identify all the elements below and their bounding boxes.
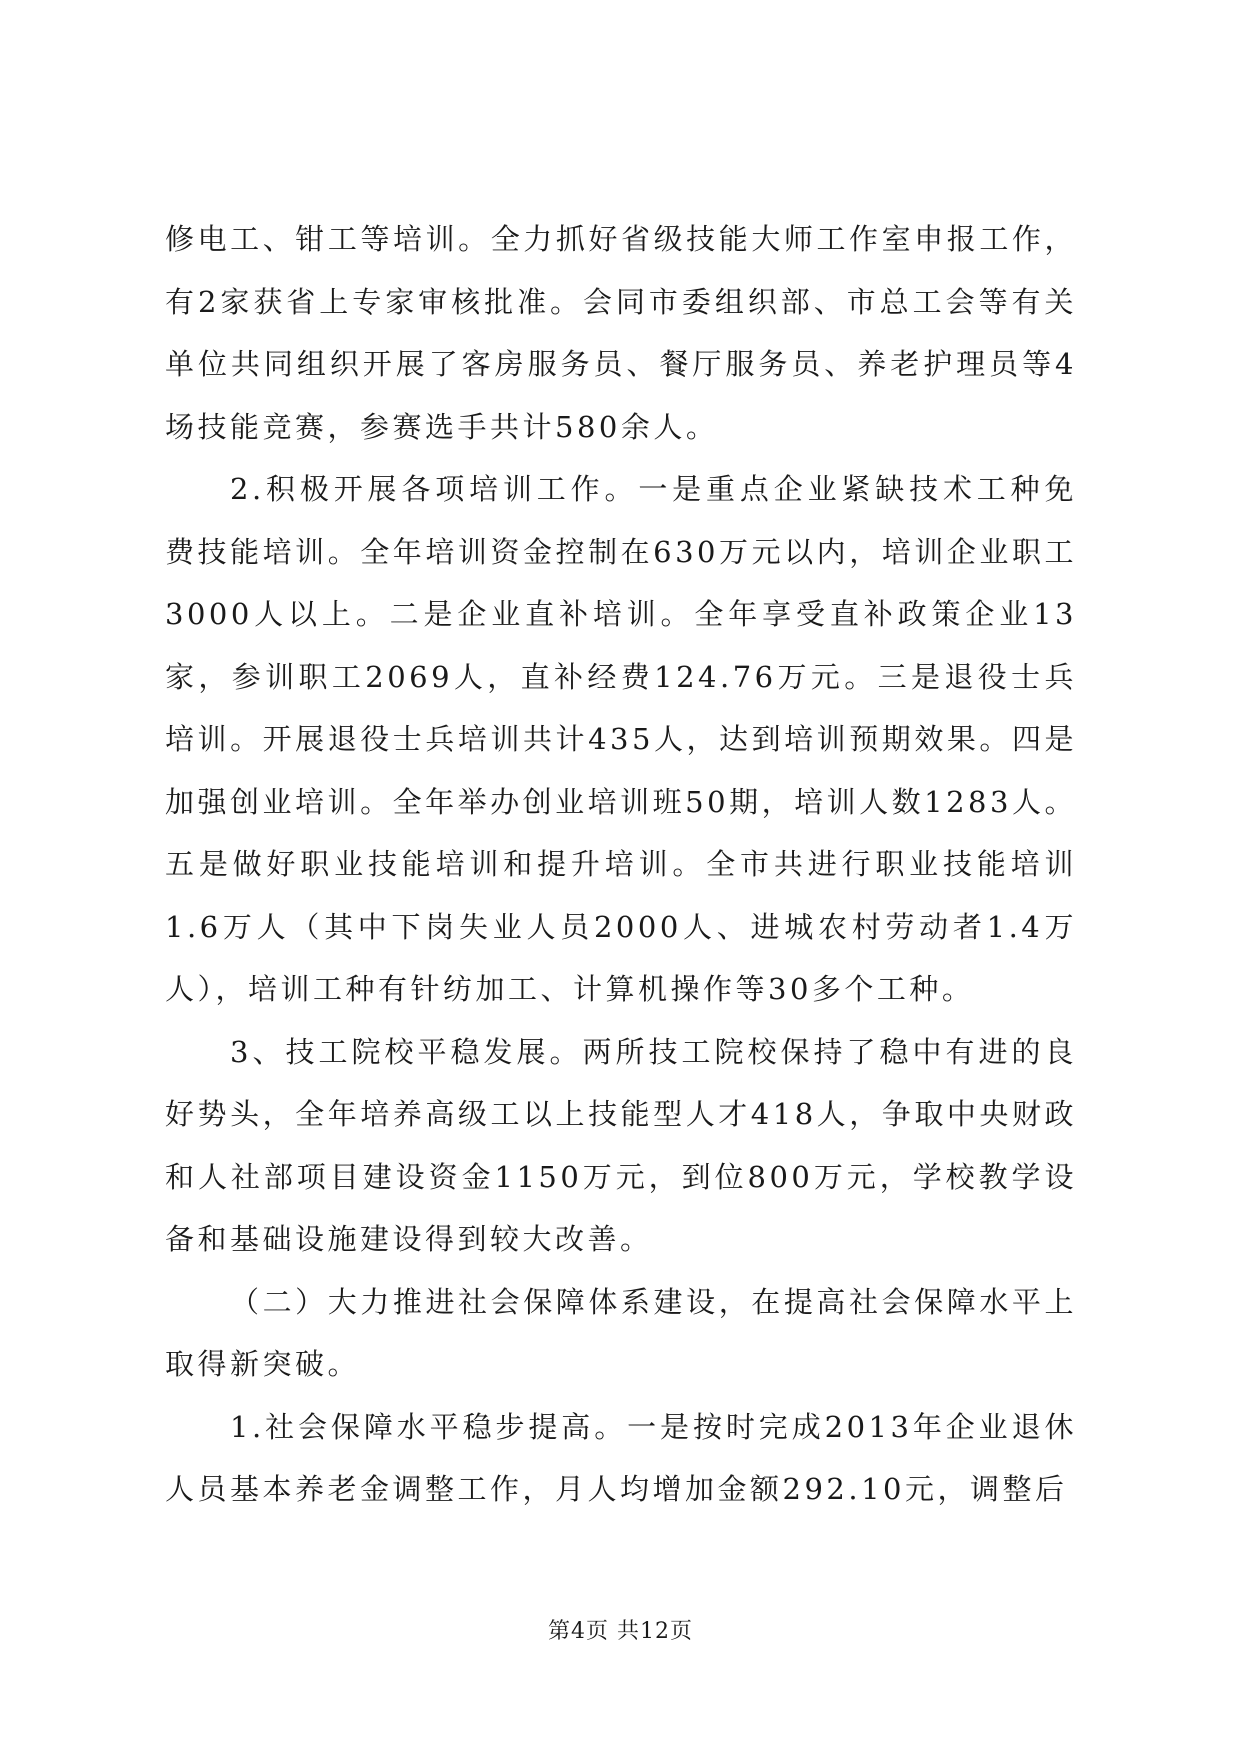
page-number-footer: 第4页 共12页 [548, 1619, 693, 1644]
paragraph-training-work: 2.积极开展各项培训工作。一是重点企业紧缺技术工种免费技能培训。全年培训资金控制在630万元以内，培训企业职工3000人以上。二是企业直补培训。全年享受直补政策企业13家，参训职工2069人，直补经费124.76万元。三是退役士兵培训。开展退役士兵培训共计435人，达到培训预期效果。四是加强创业培训。全年举办创业培训班50期，培训人数1283人。五是做好职业技能培训和提升培训。全市共进行职业技能培训1.6万人（其中下岗失业人员2000人、进城农村劳动者1.4万人），培训工种有针纺加工、计算机操作等30多个工种。 [165, 472, 1077, 1006]
paragraph-security-level: 1.社会保障水平稳步提高。一是按时完成2013年企业退休人员基本养老金调整工作，月人均增加金额292.10元，调整后 [165, 1409, 1077, 1506]
paragraph-technical-schools: 3、技工院校平稳发展。两所技工院校保持了稳中有进的良好势头，全年培养高级工以上技能型人才418人，争取中央财政和人社部项目建设资金1150万元，到位800万元，学校教学设备和基础设施建设得到较大改善。 [165, 1034, 1077, 1256]
section-heading-social-security: （二）大力推进社会保障体系建设，在提高社会保障水平上取得新突破。 [165, 1284, 1077, 1381]
paragraph-continuation: 修电工、钳工等培训。全力抓好省级技能大师工作室申报工作，有2家获省上专家审核批准。会同市委组织部、市总工会等有关单位共同组织开展了客房服务员、餐厅服务员、养老护理员等4场技能竞赛，参赛选手共计580余人。 [165, 222, 1077, 444]
document-body [165, 208, 1077, 1521]
